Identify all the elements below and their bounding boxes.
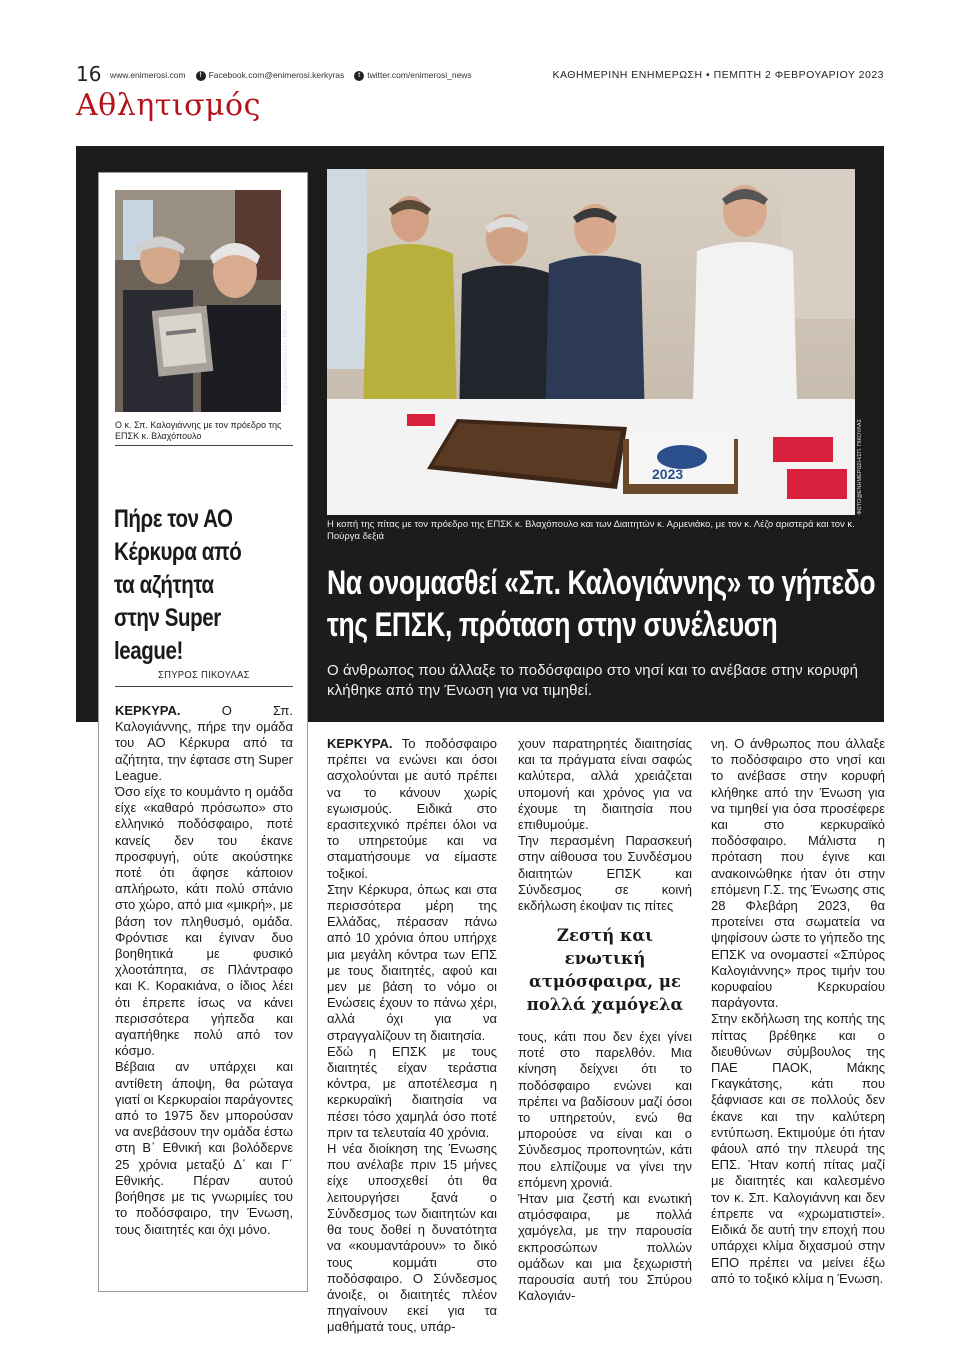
website-link[interactable]: www.enimerosi.com (110, 70, 186, 81)
facebook-text: Facebook.com@enimerosi.kerkyras (208, 70, 345, 80)
article-paragraph: Στην εκδήλωση της κοπής της πίττας βρέθηκε και ο διευθύνων σύμβουλος της ΠΑΕ ΠΑΟΚ, Μάκης Γκαγκάτσης, κάτι που ξάφνιασε και σε πολλούς δεν έκανε και την καλύτερη εντύπωση. Εκτιμούμε ότι ήταν φάουλ από την πλευρά της ΕΠΣ. Ήταν κοπή πίτας μαζί με διαιτητές και καλεσμένο τον κ. Σπ. Καλογιάννη και δεν έπρεπε να «χρωματιστεί». Ειδικά δε αυτή την εποχή που υπάρχει κλίμα διχασμού στην ΕΠΟ πρέπει να μείνει έξω από το τοξικό κλίμα η Ένωση. (711, 1011, 885, 1286)
article-paragraph: χουν παρατηρητές διαιτησίας και τα πράγματα είναι σαφώς καλύτερα, αλλά χρειάζεται υπομονή και χρόνος για να έχουμε τη διαιτησία που επιθυμούμε. (518, 736, 692, 833)
article-paragraph: Το ποδόσφαιρο πρέπει να ενώνει και όσοι ασχολούνται με αυτό πρέπει να το κάνουν χωρίς εγωισμούς. Ειδικά στο ερασιτεχνικό πρέπει όλοι να το υπηρετούμε και να σταματήσουμε να είμαστε τοξικοί. (327, 736, 497, 881)
cake-year-label: 2023 (652, 466, 684, 482)
sidebar-photo-credit: ΦΩΤΟ@ΕΝΗΜΕΡΩΣΗ/ΣΠ. ΠΙΚΟΥΛΑΣ (283, 310, 289, 406)
sidebar-photo-caption: Ο κ. Σπ. Καλογιάννης με τον πρόεδρο της ΕΠΣΚ κ. Βλαχόπουλο (115, 420, 282, 441)
headline-line-2: της ΕΠΣΚ, πρόταση στην συνέλευση (327, 606, 778, 644)
article-dateline: ΚΕΡΚΥΡΑ. (327, 736, 393, 751)
article-column-1 (327, 736, 497, 1336)
article-paragraph: Εδώ η ΕΠΣΚ με τους διαιτητές είχαν τεράστια κόντρα, με αποτέλεσμα η κερκυραϊκή διαιτησία να πέσει τόσο χαμηλά όσο ποτέ πριν τα τελευταία 40 χρόνια. (327, 1043, 497, 1140)
twitter-icon: t (354, 71, 364, 81)
article-column-2-bottom (518, 1029, 692, 1304)
sidebar-paragraph: Όσο είχε το κουμάντο η ομάδα είχε «καθαρό πρόσωπο» στο ελληνικό ποδόσφαιρο, ποτέ κανείς δεν του έκανε προσφυγή, ούτε ακούστηκε ποτέ ότι άφησε κάποιον απλήρωτο, κάτι πολύ σπάνιο στο χώρο, από μια «μικρή», με βάση τον πληθυσμό, ομάδα. Φρόντισε και έγιναν δυο βοηθητικά με φυσικό χλοοτάπητα, σε Πλάντραφο και Κ. Κορακιάνα, ο ίδιος λέει ότι έπρεπε ίσως να κάνει περισσότερα γήπεδα και αγαπήθηκε πολύ από τον κόσμο. (115, 784, 293, 1059)
header-links (110, 70, 472, 81)
paper-date: ΚΑΘΗΜΕΡΙΝΗ ΕΝΗΜΕΡΩΣΗ • ΠΕΜΠΤΗ 2 ΦΕΒΡΟΥΑΡΙΟΥ 2023 (552, 69, 884, 81)
article-paragraph: Ήταν μια ζεστή και ενωτική ατμόσφαιρα, με πολλά χαμόγελα, με την παρουσία εκπροσώπων πολλών ομάδων και μια ξεχωριστή παρουσία αυτή του Σπύρου Καλογιάν- (518, 1191, 692, 1304)
article-column-2-top (518, 736, 692, 914)
twitter-text: twitter.com/enimerosi_news (367, 70, 472, 80)
plaque-photo-image (115, 190, 281, 412)
pull-quote: Ζεστή και ενωτική ατμόσφαιρα, με πολλά χαμόγελα (526, 926, 684, 1014)
cake-cutting-photo-image (327, 169, 855, 515)
section-title: Αθλητισμός (76, 88, 261, 123)
main-photo-credit: ΦΩΤΟ@ΕΝΗΜΕΡΩΣΗ/ΣΠ. ΠΙΚΟΥΛΑΣ (857, 419, 863, 515)
article-paragraph: Στην Κέρκυρα, όπως και στα περισσότερα μέρη της Ελλάδας, πέρασαν πάνω από 10 χρόνια όπου υπήρχε μια μεγάλη κόντρα των ΕΠΣ με τους διαιτητές, αφού και μεν με βάση το νόμο οι Ενώσεις έχουν το πάνω χέρι, αλλά όχι για να στραγγαλίζουν τη διαιτησία. (327, 881, 497, 1043)
main-photo (327, 169, 863, 515)
author-divider (115, 686, 293, 687)
facebook-icon: f (196, 71, 206, 81)
article-column-3 (711, 736, 885, 1287)
facebook-link[interactable] (196, 70, 345, 81)
subheadline: Ο άνθρωπος που άλλαξε το ποδόσφαιρο στο νησί και το ανέβασε στην κορυφή κλήθηκε από την Ένωση για να τιμηθεί. (327, 662, 859, 699)
headline-line-1: Να ονομασθεί «Σπ. Καλογιάννης» το γήπεδο (327, 564, 876, 602)
sidebar-title: Πήρε τον ΑΟ Κέρκυρα από τα αζήτητα στην Super league! (114, 505, 242, 665)
article-paragraph: Την περασμένη Παρασκευή στην αίθουσα του Συνδέσμου διαιτητών ΕΠΣΚ και Σύνδεσμος σε κοινή εκδήλωση έκοψαν τις πίτες (518, 833, 692, 914)
twitter-link[interactable] (354, 70, 471, 81)
main-photo-caption: Η κοπή της πίτας με τον πρόεδρο της ΕΠΣΚ κ. Βλαχόπουλο και των Διαιτητών κ. Αρμενιάκο, με τον κ. Λέζο αριστερά και τον κ. Πούργα δεξιά (327, 519, 855, 542)
author-name: ΣΠΥΡΟΣ ΠΙΚΟΥΛΑΣ (158, 669, 250, 681)
article-paragraph: τους, κάτι που δεν έχει γίνει ποτέ στο παρελθόν. Μια κίνηση δείχνει ότι το ποδόσφαιρο ενώνει και πρέπει να βαδίσουν μαζί όσοι το υπηρετούν, ενώ θα μπορούσε να είναι και ο Σύνδεσμος προπονητών, κάτι που ελπίζουμε να γίνει την επόμενη χρονιά. (518, 1029, 692, 1190)
sidebar-photo (115, 190, 289, 412)
sidebar-paragraph: Ο Σπ. Καλογιάννης, πήρε την ομάδα του ΑΟ Κέρκυρα από τα αζήτητα, την έφτασε στη Super League. (115, 703, 293, 783)
sidebar-paragraph: Βέβαια αν υπάρχει και αντίθετη άποψη, θα ρώταγα γιατί οι Κερκυραίοι παράγοντες από το 1975 δεν μπορούσαν να ανεβάσουν την ομάδα έστω στη Β΄ Εθνική και βολόδερνε 25 χρόνια μεταξύ Δ΄ και Γ΄ Εθνικής. Πέραν αυτού βοήθησε με τις γνωριμίες του το ποδόσφαιρο, την Ένωση, τους διαιτητές και όχι μόνο. (115, 1059, 293, 1237)
sidebar-body (115, 703, 293, 1238)
headline (327, 562, 876, 646)
sidebar-divider (115, 445, 293, 446)
article-paragraph: Η νέα διοίκηση της Ένωσης που ανέλαβε πριν 15 μήνες είχε υποσχεθεί ότι θα λειτουργήσει ξανά ο Σύνδεσμος των διαιτητών και θα τους δοθεί η δυνατότητα να «κουμαντάρουν» το δικό τους κομμάτι στο ποδόσφαιρο. Ο Σύνδεσμος άνοιξε, οι διαιτητές πλέον πηγαίνουν εκεί για τα μαθήματά τους, υπάρ- (327, 1141, 497, 1335)
sidebar-dateline: ΚΕΡΚΥΡΑ. (115, 703, 181, 718)
article-paragraph: νη. Ο άνθρωπος που άλλαξε το ποδόσφαιρο στο νησί και το ανέβασε στην κορυφή κλήθηκε από την Ένωση για να τιμηθεί για όσα προσέφερε και στο κερκυραϊκό ποδόσφαιρο. Μάλιστα η πρόταση που έγινε και ανακοινώθηκε ήταν ότι στην επόμενη Γ.Σ. της Ένωσης στις 28 Φλεβάρη 2023, θα προτείνει στα σωματεία να ψηφίσουν ώστε το γήπεδο της ΕΠΣΚ να ονομαστεί «Σπύρος Καλογιάννης» προς τιμήν του κορυφαίου Κερκυραίου παράγοντα. (711, 736, 886, 1011)
page-number: 16 (76, 62, 102, 86)
